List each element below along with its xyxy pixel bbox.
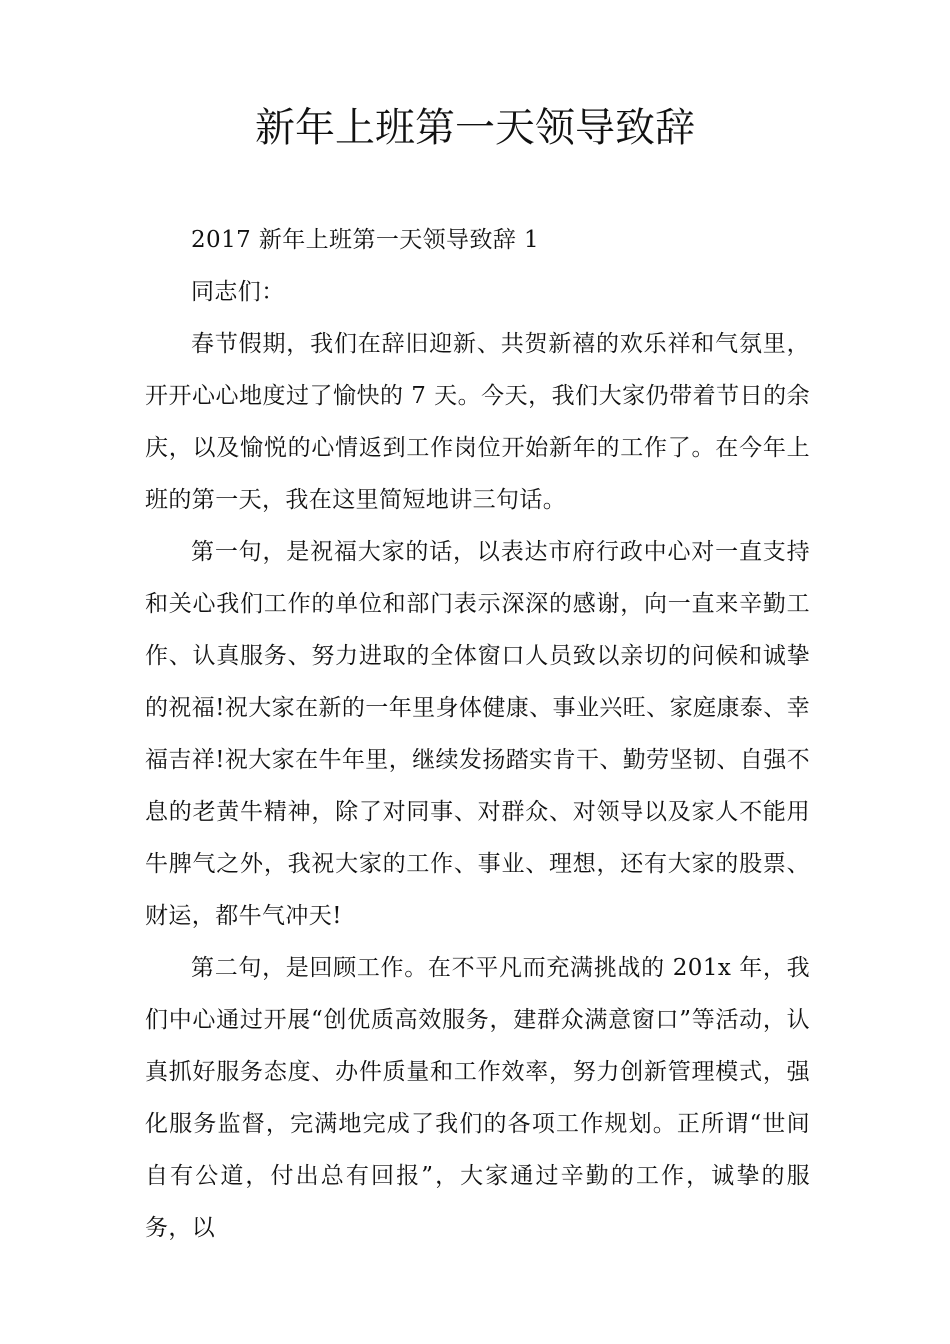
paragraph-first-point: 第一句，是祝福大家的话，以表达市府行政中心对一直支持和关心我们工作的单位和部门表示深深的感谢，向一直来辛勤工作、认真服务、努力进取的全体窗口人员致以亲切的问候和诚挚的祝福!祝大家在新的一年里身体健康、事业兴旺、家庭康泰、幸福吉祥!祝大家在牛年里，继续发扬踏实肯干、勤劳坚韧、自强不息的老黄牛精神，除了对同事、对群众、对领导以及家人不能用牛脾气之外，我祝大家的工作、事业、理想，还有大家的股票、财运，都牛气冲天! [145,539,810,929]
document-body [145,214,810,1254]
paragraph-salutation: 同志们： [191,279,285,305]
paragraph-heading: 2017 新年上班第一天领导致辞 1 [191,227,539,253]
paragraph-second-point: 第二句，是回顾工作。在不平凡而充满挑战的 201x 年，我们中心通过开展“创优质高效服务，建群众满意窗口”等活动，认真抓好服务态度、办件质量和工作效率，努力创新管理模式，强化服务监督，完满地完成了我们的各项工作规划。正所谓“世间自有公道，付出总有回报”，大家通过辛勤的工作，诚挚的服务，以 [145,955,810,1241]
document-title: 新年上班第一天领导致辞 [255,105,695,151]
paragraph-opening: 春节假期，我们在辞旧迎新、共贺新禧的欢乐祥和气氛里，开开心心地度过了愉快的 7 天。今天，我们大家仍带着节日的余庆，以及愉悦的心情返到工作岗位开始新年的工作了。在今年上班的第一天，我在这里简短地讲三句话。 [145,331,810,513]
